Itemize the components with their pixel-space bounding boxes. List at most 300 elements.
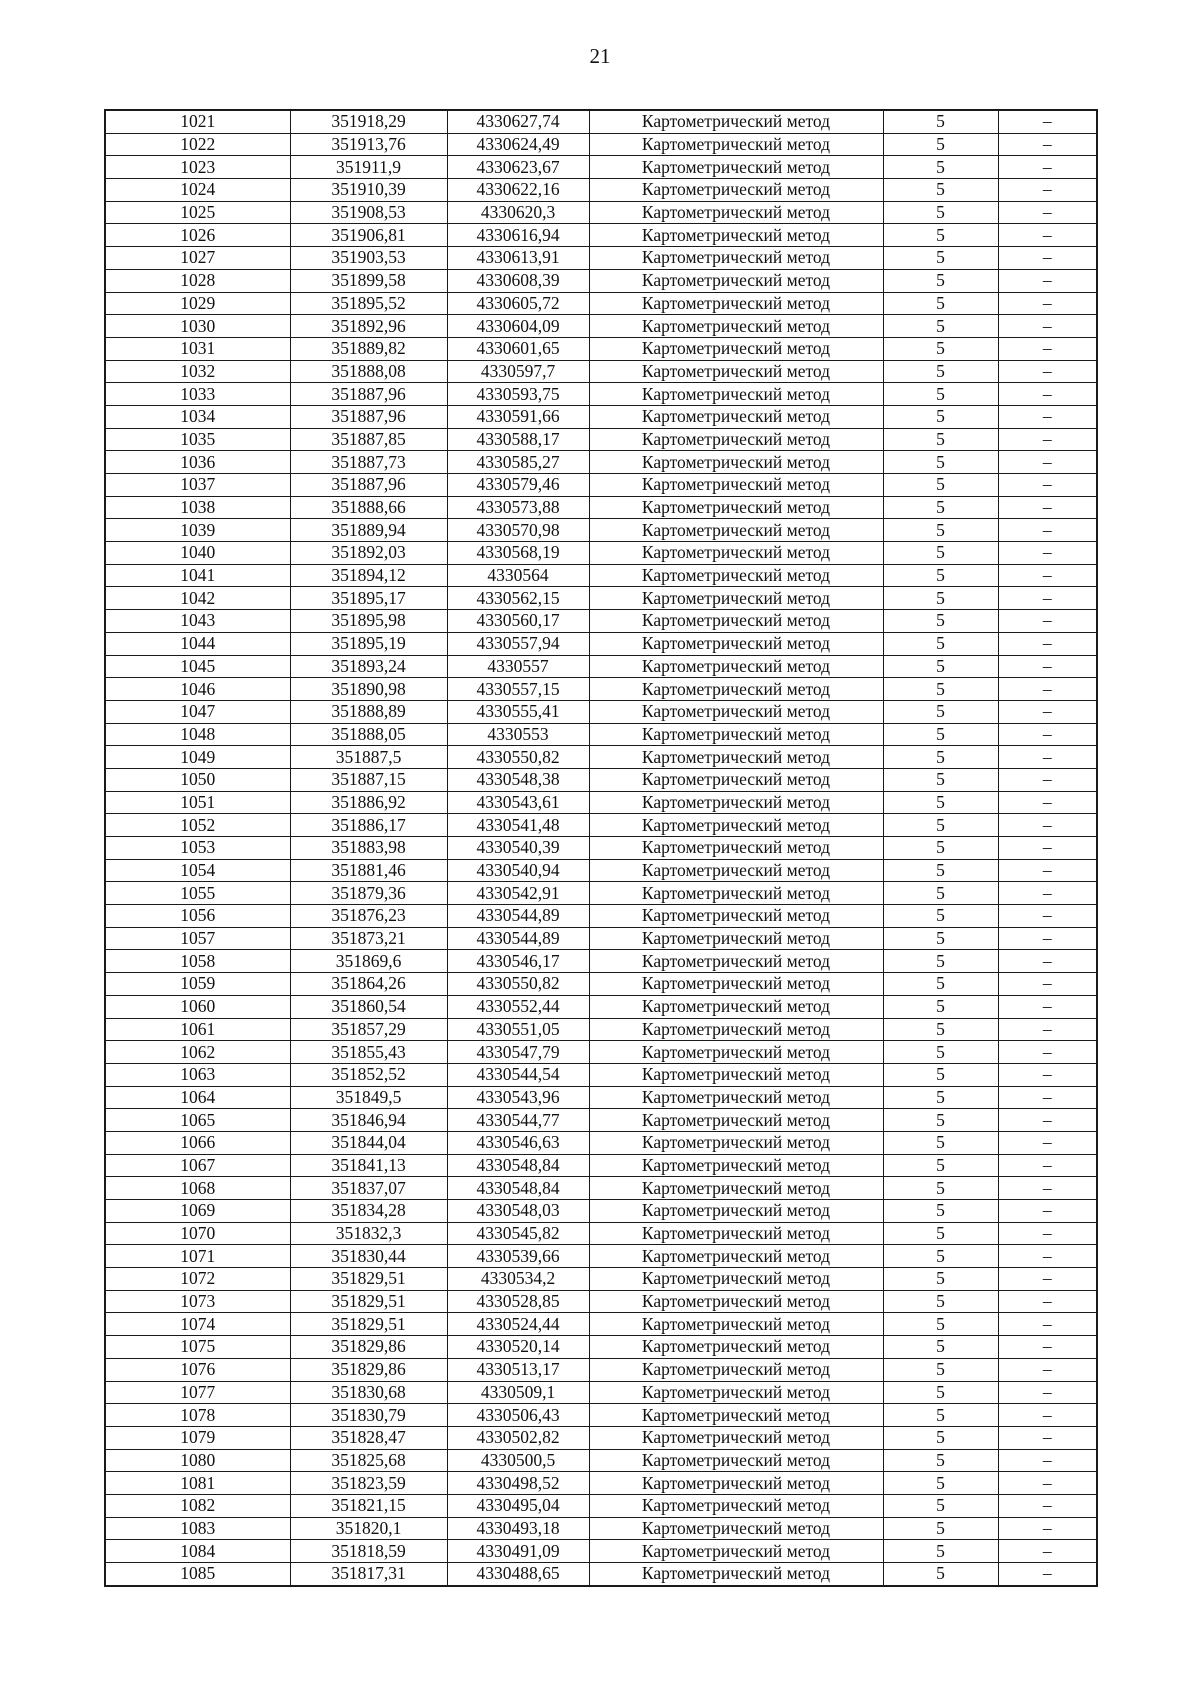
table-row [105,1313,1097,1336]
point-number-cell: 1068 [105,1177,290,1200]
description-cell: – [998,1177,1097,1200]
table-row [105,1540,1097,1563]
method-cell: Картометрический метод [589,905,883,928]
description-cell: – [998,110,1097,133]
accuracy-cell: 5 [883,950,998,973]
table-row [105,247,1097,270]
description-cell: – [998,1018,1097,1041]
x-coordinate-cell: 351844,04 [290,1131,447,1154]
description-cell: – [998,678,1097,701]
point-number-cell: 1085 [105,1563,290,1586]
x-coordinate-cell: 351846,94 [290,1109,447,1132]
x-coordinate-cell: 351860,54 [290,995,447,1018]
y-coordinate-cell: 4330502,82 [447,1426,589,1449]
point-number-cell: 1071 [105,1245,290,1268]
table-row [105,678,1097,701]
accuracy-cell: 5 [883,1268,998,1291]
accuracy-cell: 5 [883,1313,998,1336]
table-row [105,1131,1097,1154]
table-row [105,1222,1097,1245]
x-coordinate-cell: 351911,9 [290,156,447,179]
method-cell: Картометрический метод [589,814,883,837]
description-cell: – [998,1041,1097,1064]
method-cell: Картометрический метод [589,292,883,315]
x-coordinate-cell: 351887,85 [290,428,447,451]
point-number-cell: 1077 [105,1381,290,1404]
x-coordinate-cell: 351829,86 [290,1358,447,1381]
x-coordinate-cell: 351829,86 [290,1336,447,1359]
table-row [105,133,1097,156]
y-coordinate-cell: 4330506,43 [447,1404,589,1427]
y-coordinate-cell: 4330534,2 [447,1268,589,1291]
table-row [105,1290,1097,1313]
description-cell: – [998,337,1097,360]
description-cell: – [998,1200,1097,1223]
x-coordinate-cell: 351888,66 [290,496,447,519]
accuracy-cell: 5 [883,224,998,247]
point-number-cell: 1080 [105,1449,290,1472]
point-number-cell: 1063 [105,1063,290,1086]
table-row [105,655,1097,678]
method-cell: Картометрический метод [589,768,883,791]
accuracy-cell: 5 [883,882,998,905]
x-coordinate-cell: 351892,96 [290,315,447,338]
y-coordinate-cell: 4330513,17 [447,1358,589,1381]
x-coordinate-cell: 351820,1 [290,1517,447,1540]
method-cell: Картометрический метод [589,133,883,156]
y-coordinate-cell: 4330548,03 [447,1200,589,1223]
description-cell: – [998,474,1097,497]
x-coordinate-cell: 351895,17 [290,587,447,610]
description-cell: – [998,927,1097,950]
table-row [105,1472,1097,1495]
x-coordinate-cell: 351830,68 [290,1381,447,1404]
accuracy-cell: 5 [883,1154,998,1177]
table-row [105,1200,1097,1223]
x-coordinate-cell: 351908,53 [290,201,447,224]
point-number-cell: 1027 [105,247,290,270]
accuracy-cell: 5 [883,859,998,882]
description-cell: – [998,269,1097,292]
point-number-cell: 1081 [105,1472,290,1495]
point-number-cell: 1029 [105,292,290,315]
accuracy-cell: 5 [883,383,998,406]
accuracy-cell: 5 [883,973,998,996]
description-cell: – [998,383,1097,406]
x-coordinate-cell: 351857,29 [290,1018,447,1041]
table-row [105,564,1097,587]
x-coordinate-cell: 351910,39 [290,179,447,202]
y-coordinate-cell: 4330509,1 [447,1381,589,1404]
page-number: 21 [589,44,611,68]
table-row [105,1268,1097,1291]
accuracy-cell: 5 [883,156,998,179]
x-coordinate-cell: 351828,47 [290,1426,447,1449]
description-cell: – [998,1245,1097,1268]
method-cell: Картометрический метод [589,632,883,655]
point-number-cell: 1074 [105,1313,290,1336]
description-cell: – [998,791,1097,814]
x-coordinate-cell: 351888,05 [290,723,447,746]
y-coordinate-cell: 4330593,75 [447,383,589,406]
point-number-cell: 1059 [105,973,290,996]
description-cell: – [998,1381,1097,1404]
accuracy-cell: 5 [883,1404,998,1427]
point-number-cell: 1048 [105,723,290,746]
x-coordinate-cell: 351829,51 [290,1313,447,1336]
y-coordinate-cell: 4330495,04 [447,1494,589,1517]
x-coordinate-cell: 351906,81 [290,224,447,247]
description-cell: – [998,882,1097,905]
method-cell: Картометрический метод [589,1177,883,1200]
y-coordinate-cell: 4330573,88 [447,496,589,519]
description-cell: – [998,746,1097,769]
x-coordinate-cell: 351890,98 [290,678,447,701]
point-number-cell: 1053 [105,837,290,860]
accuracy-cell: 5 [883,542,998,565]
method-cell: Картометрический метод [589,247,883,270]
y-coordinate-cell: 4330601,65 [447,337,589,360]
x-coordinate-cell: 351895,52 [290,292,447,315]
method-cell: Картометрический метод [589,1063,883,1086]
x-coordinate-cell: 351888,08 [290,360,447,383]
method-cell: Картометрический метод [589,337,883,360]
table-row [105,1245,1097,1268]
description-cell: – [998,315,1097,338]
table-row [105,474,1097,497]
table-row [105,1018,1097,1041]
method-cell: Картометрический метод [589,474,883,497]
method-cell: Картометрический метод [589,179,883,202]
accuracy-cell: 5 [883,678,998,701]
table-row [105,383,1097,406]
description-cell: – [998,610,1097,633]
point-number-cell: 1032 [105,360,290,383]
accuracy-cell: 5 [883,1472,998,1495]
description-cell: – [998,1313,1097,1336]
y-coordinate-cell: 4330555,41 [447,700,589,723]
point-number-cell: 1035 [105,428,290,451]
point-number-cell: 1028 [105,269,290,292]
point-number-cell: 1046 [105,678,290,701]
accuracy-cell: 5 [883,1222,998,1245]
description-cell: – [998,859,1097,882]
point-number-cell: 1070 [105,1222,290,1245]
description-cell: – [998,1336,1097,1359]
x-coordinate-cell: 351895,19 [290,632,447,655]
point-number-cell: 1047 [105,700,290,723]
accuracy-cell: 5 [883,292,998,315]
table-row [105,814,1097,837]
description-cell: – [998,133,1097,156]
description-cell: – [998,247,1097,270]
accuracy-cell: 5 [883,451,998,474]
accuracy-cell: 5 [883,1336,998,1359]
accuracy-cell: 5 [883,632,998,655]
method-cell: Картометрический метод [589,1336,883,1359]
accuracy-cell: 5 [883,133,998,156]
table-row [105,428,1097,451]
x-coordinate-cell: 351887,96 [290,383,447,406]
method-cell: Картометрический метод [589,700,883,723]
point-number-cell: 1078 [105,1404,290,1427]
point-number-cell: 1023 [105,156,290,179]
accuracy-cell: 5 [883,1109,998,1132]
description-cell: – [998,723,1097,746]
table-row [105,337,1097,360]
x-coordinate-cell: 351894,12 [290,564,447,587]
accuracy-cell: 5 [883,791,998,814]
table-row [105,1426,1097,1449]
method-cell: Картометрический метод [589,496,883,519]
accuracy-cell: 5 [883,1563,998,1586]
table-row [105,179,1097,202]
accuracy-cell: 5 [883,1449,998,1472]
x-coordinate-cell: 351818,59 [290,1540,447,1563]
description-cell: – [998,768,1097,791]
accuracy-cell: 5 [883,564,998,587]
y-coordinate-cell: 4330550,82 [447,973,589,996]
method-cell: Картометрический метод [589,1540,883,1563]
point-number-cell: 1060 [105,995,290,1018]
x-coordinate-cell: 351834,28 [290,1200,447,1223]
accuracy-cell: 5 [883,1063,998,1086]
x-coordinate-cell: 351888,89 [290,700,447,723]
x-coordinate-cell: 351876,23 [290,905,447,928]
accuracy-cell: 5 [883,1018,998,1041]
description-cell: – [998,201,1097,224]
x-coordinate-cell: 351841,13 [290,1154,447,1177]
x-coordinate-cell: 351899,58 [290,269,447,292]
y-coordinate-cell: 4330493,18 [447,1517,589,1540]
description-cell: – [998,451,1097,474]
x-coordinate-cell: 351887,73 [290,451,447,474]
accuracy-cell: 5 [883,1177,998,1200]
x-coordinate-cell: 351887,15 [290,768,447,791]
table-row [105,1154,1097,1177]
table-row [105,1336,1097,1359]
method-cell: Картометрический метод [589,1109,883,1132]
y-coordinate-cell: 4330627,74 [447,110,589,133]
y-coordinate-cell: 4330552,44 [447,995,589,1018]
accuracy-cell: 5 [883,1494,998,1517]
method-cell: Картометрический метод [589,1404,883,1427]
description-cell: – [998,1290,1097,1313]
method-cell: Картометрический метод [589,360,883,383]
point-number-cell: 1066 [105,1131,290,1154]
y-coordinate-cell: 4330557,15 [447,678,589,701]
method-cell: Картометрический метод [589,655,883,678]
x-coordinate-cell: 351883,98 [290,837,447,860]
accuracy-cell: 5 [883,723,998,746]
table-row [105,451,1097,474]
accuracy-cell: 5 [883,927,998,950]
table-row [105,1494,1097,1517]
method-cell: Картометрический метод [589,587,883,610]
method-cell: Картометрический метод [589,1200,883,1223]
accuracy-cell: 5 [883,269,998,292]
y-coordinate-cell: 4330562,15 [447,587,589,610]
point-number-cell: 1061 [105,1018,290,1041]
description-cell: – [998,179,1097,202]
x-coordinate-cell: 351832,3 [290,1222,447,1245]
point-number-cell: 1076 [105,1358,290,1381]
description-cell: – [998,1404,1097,1427]
y-coordinate-cell: 4330542,91 [447,882,589,905]
method-cell: Картометрический метод [589,927,883,950]
method-cell: Картометрический метод [589,1381,883,1404]
y-coordinate-cell: 4330539,66 [447,1245,589,1268]
description-cell: – [998,1222,1097,1245]
x-coordinate-cell: 351886,92 [290,791,447,814]
point-number-cell: 1064 [105,1086,290,1109]
table-row [105,587,1097,610]
point-number-cell: 1031 [105,337,290,360]
table-row [105,950,1097,973]
method-cell: Картометрический метод [589,383,883,406]
table-row [105,1404,1097,1427]
x-coordinate-cell: 351879,36 [290,882,447,905]
accuracy-cell: 5 [883,428,998,451]
accuracy-cell: 5 [883,1200,998,1223]
method-cell: Картометрический метод [589,1041,883,1064]
accuracy-cell: 5 [883,179,998,202]
table-row [105,882,1097,905]
method-cell: Картометрический метод [589,1290,883,1313]
accuracy-cell: 5 [883,1041,998,1064]
table-row [105,1358,1097,1381]
y-coordinate-cell: 4330528,85 [447,1290,589,1313]
y-coordinate-cell: 4330560,17 [447,610,589,633]
method-cell: Картометрический метод [589,156,883,179]
accuracy-cell: 5 [883,655,998,678]
y-coordinate-cell: 4330551,05 [447,1018,589,1041]
table-row [105,700,1097,723]
accuracy-cell: 5 [883,768,998,791]
y-coordinate-cell: 4330613,91 [447,247,589,270]
description-cell: – [998,496,1097,519]
x-coordinate-cell: 351895,98 [290,610,447,633]
y-coordinate-cell: 4330622,16 [447,179,589,202]
x-coordinate-cell: 351887,96 [290,474,447,497]
description-cell: – [998,587,1097,610]
description-cell: – [998,950,1097,973]
x-coordinate-cell: 351913,76 [290,133,447,156]
table-row [105,224,1097,247]
point-number-cell: 1082 [105,1494,290,1517]
point-number-cell: 1073 [105,1290,290,1313]
table-row [105,905,1097,928]
table-row [105,973,1097,996]
table-row [105,1041,1097,1064]
y-coordinate-cell: 4330588,17 [447,428,589,451]
accuracy-cell: 5 [883,337,998,360]
accuracy-cell: 5 [883,837,998,860]
method-cell: Картометрический метод [589,723,883,746]
table-row [105,1517,1097,1540]
table-row [105,110,1097,133]
y-coordinate-cell: 4330541,48 [447,814,589,837]
point-number-cell: 1026 [105,224,290,247]
table-row [105,859,1097,882]
accuracy-cell: 5 [883,496,998,519]
accuracy-cell: 5 [883,1086,998,1109]
point-number-cell: 1067 [105,1154,290,1177]
y-coordinate-cell: 4330543,96 [447,1086,589,1109]
x-coordinate-cell: 351887,96 [290,405,447,428]
accuracy-cell: 5 [883,360,998,383]
point-number-cell: 1065 [105,1109,290,1132]
method-cell: Картометрический метод [589,451,883,474]
x-coordinate-cell: 351821,15 [290,1494,447,1517]
table-row [105,405,1097,428]
method-cell: Картометрический метод [589,269,883,292]
table-row [105,746,1097,769]
x-coordinate-cell: 351887,5 [290,746,447,769]
description-cell: – [998,1449,1097,1472]
accuracy-cell: 5 [883,315,998,338]
description-cell: – [998,360,1097,383]
x-coordinate-cell: 351889,82 [290,337,447,360]
y-coordinate-cell: 4330488,65 [447,1563,589,1586]
point-number-cell: 1038 [105,496,290,519]
point-number-cell: 1024 [105,179,290,202]
description-cell: – [998,1540,1097,1563]
point-number-cell: 1075 [105,1336,290,1359]
y-coordinate-cell: 4330491,09 [447,1540,589,1563]
point-number-cell: 1025 [105,201,290,224]
table-row [105,723,1097,746]
y-coordinate-cell: 4330548,84 [447,1154,589,1177]
description-cell: – [998,428,1097,451]
method-cell: Картометрический метод [589,201,883,224]
point-number-cell: 1030 [105,315,290,338]
x-coordinate-cell: 351903,53 [290,247,447,270]
point-number-cell: 1034 [105,405,290,428]
accuracy-cell: 5 [883,1290,998,1313]
method-cell: Картометрический метод [589,1449,883,1472]
description-cell: – [998,1063,1097,1086]
point-number-cell: 1055 [105,882,290,905]
point-number-cell: 1057 [105,927,290,950]
method-cell: Картометрический метод [589,1472,883,1495]
accuracy-cell: 5 [883,814,998,837]
accuracy-cell: 5 [883,746,998,769]
accuracy-cell: 5 [883,1381,998,1404]
x-coordinate-cell: 351852,52 [290,1063,447,1086]
y-coordinate-cell: 4330544,54 [447,1063,589,1086]
y-coordinate-cell: 4330616,94 [447,224,589,247]
x-coordinate-cell: 351855,43 [290,1041,447,1064]
accuracy-cell: 5 [883,247,998,270]
x-coordinate-cell: 351889,94 [290,519,447,542]
point-number-cell: 1022 [105,133,290,156]
table-row [105,1381,1097,1404]
point-number-cell: 1042 [105,587,290,610]
accuracy-cell: 5 [883,1540,998,1563]
description-cell: – [998,1131,1097,1154]
table-row [105,995,1097,1018]
description-cell: – [998,655,1097,678]
x-coordinate-cell: 351837,07 [290,1177,447,1200]
y-coordinate-cell: 4330557,94 [447,632,589,655]
table-row [105,1109,1097,1132]
method-cell: Картометрический метод [589,1563,883,1586]
x-coordinate-cell: 351869,6 [290,950,447,973]
table-row [105,632,1097,655]
method-cell: Картометрический метод [589,1154,883,1177]
table-row [105,1563,1097,1586]
